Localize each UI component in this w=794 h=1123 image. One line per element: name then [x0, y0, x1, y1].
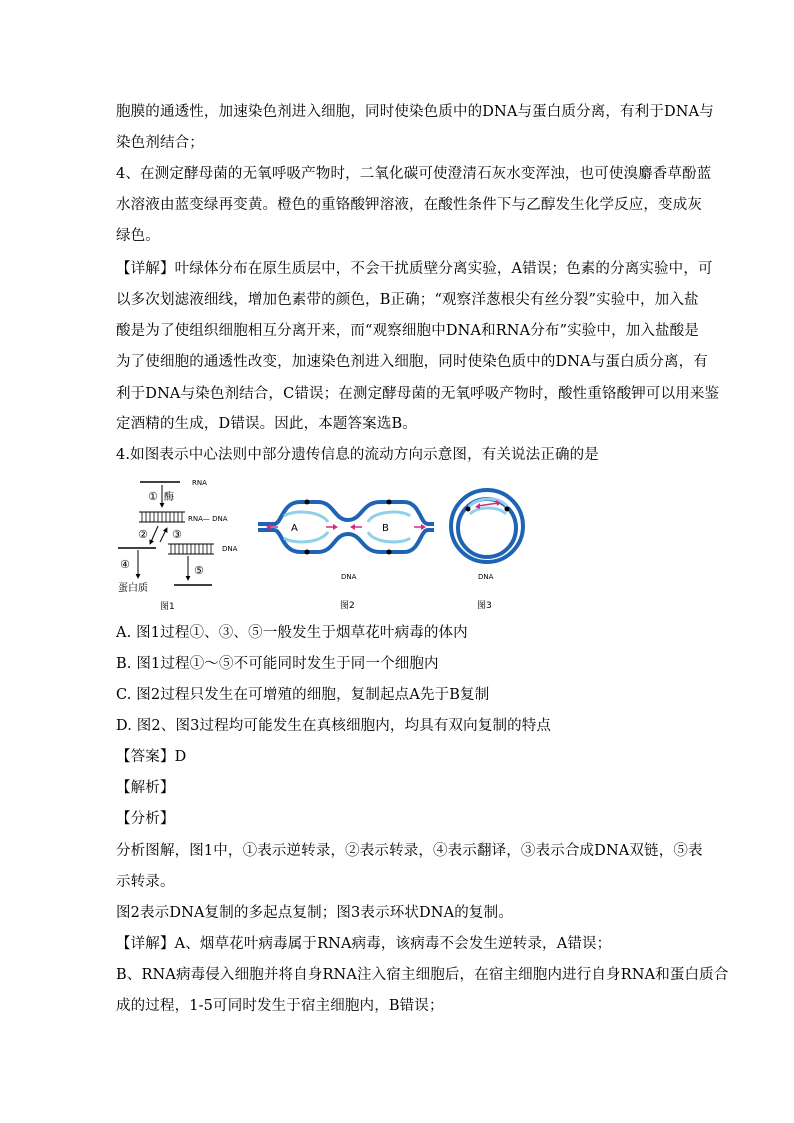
fork-arrow-head — [333, 524, 338, 530]
daughter-strand — [368, 512, 410, 522]
dna-double-strand — [168, 544, 214, 554]
analysis-line: 成的过程，1-5可同时发生于宿主细胞内，B错误； — [116, 998, 444, 1014]
paragraph-line: 为了使细胞的通透性改变，加速染色剂进入细胞，同时使染色质中的DNA与蛋白质分离，有 — [116, 354, 708, 370]
bubble-a-label: A — [291, 523, 298, 534]
analysis-line: 示转录。 — [116, 874, 175, 890]
option-c: C. 图2过程只发生在可增殖的细胞，复制起点A先于B复制 — [116, 687, 490, 703]
analysis-line: 分析图解，图1中，①表示逆转录，②表示转录，④表示翻译，③表示合成DNA双链，⑤表 — [116, 843, 703, 859]
paragraph-line: 【详解】叶绿体分布在原生质层中，不会干扰质壁分离实验，A错误；色素的分离实验中，可 — [116, 261, 713, 277]
daughter-strand — [368, 532, 410, 542]
analysis-line: 【详解】A、烟草花叶病毒属于RNA病毒，该病毒不会发生逆转录，A错误； — [116, 936, 612, 952]
step-2-label: ② — [138, 528, 148, 541]
option-d: D. 图2、图3过程均可能发生在真核细胞内，均具有双向复制的特点 — [116, 718, 552, 734]
origin-dot — [305, 550, 310, 555]
fig3-dna-label: DNA — [478, 573, 494, 581]
paragraph-line: 4、在测定酵母菌的无氧呼吸产物时，二氧化碳可使澄清石灰水变浑浊，也可使溴麝香草酚蓝 — [116, 166, 712, 182]
daughter-strand — [284, 512, 328, 522]
figure-2 — [258, 500, 434, 612]
origin-dot — [387, 550, 392, 555]
paragraph-line: 以多次划滤液细线，增加色素带的颜色，B正确；“观察洋葱根尖有丝分裂”实验中，加入盐 — [116, 292, 699, 308]
answer: 【答案】D — [116, 749, 187, 765]
step-3-label: ③ — [172, 528, 182, 541]
paragraph-line: 酸是为了使组织细胞相互分离开来，而“观察细胞中DNA和RNA分布”实验中，加入盐酸是 — [116, 323, 699, 339]
hybrid-label: RNA— DNA — [188, 515, 228, 523]
analysis-line: B、RNA病毒侵入细胞并将自身RNA注入宿主细胞后，在宿主细胞内进行自身RNA和蛋白质合 — [116, 967, 729, 983]
paragraph-line: 绿色。 — [116, 228, 160, 244]
bubble-b-label: B — [382, 523, 389, 534]
dna-label: DNA — [222, 545, 238, 553]
fig1-caption: 图1 — [160, 602, 175, 612]
arrow-step-2 — [150, 526, 158, 544]
paragraph-line: 水溶液由蓝变绿再变黄。橙色的重铬酸钾溶液，在酸性条件下与乙醇发生化学反应，变成灰 — [116, 197, 702, 213]
fig2-caption: 图2 — [340, 601, 355, 611]
question-stem: 4.如图表示中心法则中部分遗传信息的流动方向示意图，有关说法正确的是 — [116, 447, 599, 463]
analysis-line: 图2表示DNA复制的多起点复制；图3表示环状DNA的复制。 — [116, 905, 513, 921]
protein-label: 蛋白质 — [118, 583, 148, 594]
step-1-label: ① — [148, 490, 158, 503]
fork-dot — [505, 507, 510, 512]
fork-dot — [466, 507, 471, 512]
figure-3 — [451, 490, 523, 611]
fig2-dna-label: DNA — [341, 573, 357, 581]
fork-arrow-head — [350, 524, 355, 530]
enzyme-label: 酶 — [164, 492, 174, 503]
rna-dna-hybrid — [139, 512, 185, 522]
paragraph-line: 胞膜的通透性，加速染色剂进入细胞，同时使染色质中的DNA与蛋白质分离，有利于DNA与 — [116, 104, 714, 120]
arrow-step-3 — [160, 528, 167, 542]
fig3-caption: 图3 — [477, 601, 492, 611]
option-b: B. 图1过程①～⑤不可能同时发生于同一个细胞内 — [116, 656, 439, 672]
step-4-label: ④ — [120, 558, 130, 571]
figure-1 — [118, 479, 238, 612]
daughter-strand — [470, 508, 506, 514]
origin-dot — [387, 500, 392, 505]
paragraph-line: 定酒精的生成，D错误。因此，本题答案选B。 — [116, 416, 417, 432]
analysis-heading: 【解析】 — [116, 780, 175, 796]
rna-label: RNA — [192, 479, 207, 487]
option-a: A. 图1过程①、③、⑤一般发生于烟草花叶病毒的体内 — [116, 625, 468, 641]
fork-arrow — [478, 503, 498, 506]
step-5-label: ⑤ — [194, 564, 204, 577]
figure-svg — [112, 470, 542, 620]
paragraph-line: 染色剂结合； — [116, 135, 204, 151]
paragraph-line: 利于DNA与染色剂结合，C错误；在测定酵母菌的无氧呼吸产物时，酸性重铬酸钾可以用来鉴 — [116, 386, 720, 402]
origin-dot — [305, 500, 310, 505]
fenxi-heading: 【分析】 — [116, 811, 175, 827]
central-dogma-figure — [112, 470, 542, 620]
